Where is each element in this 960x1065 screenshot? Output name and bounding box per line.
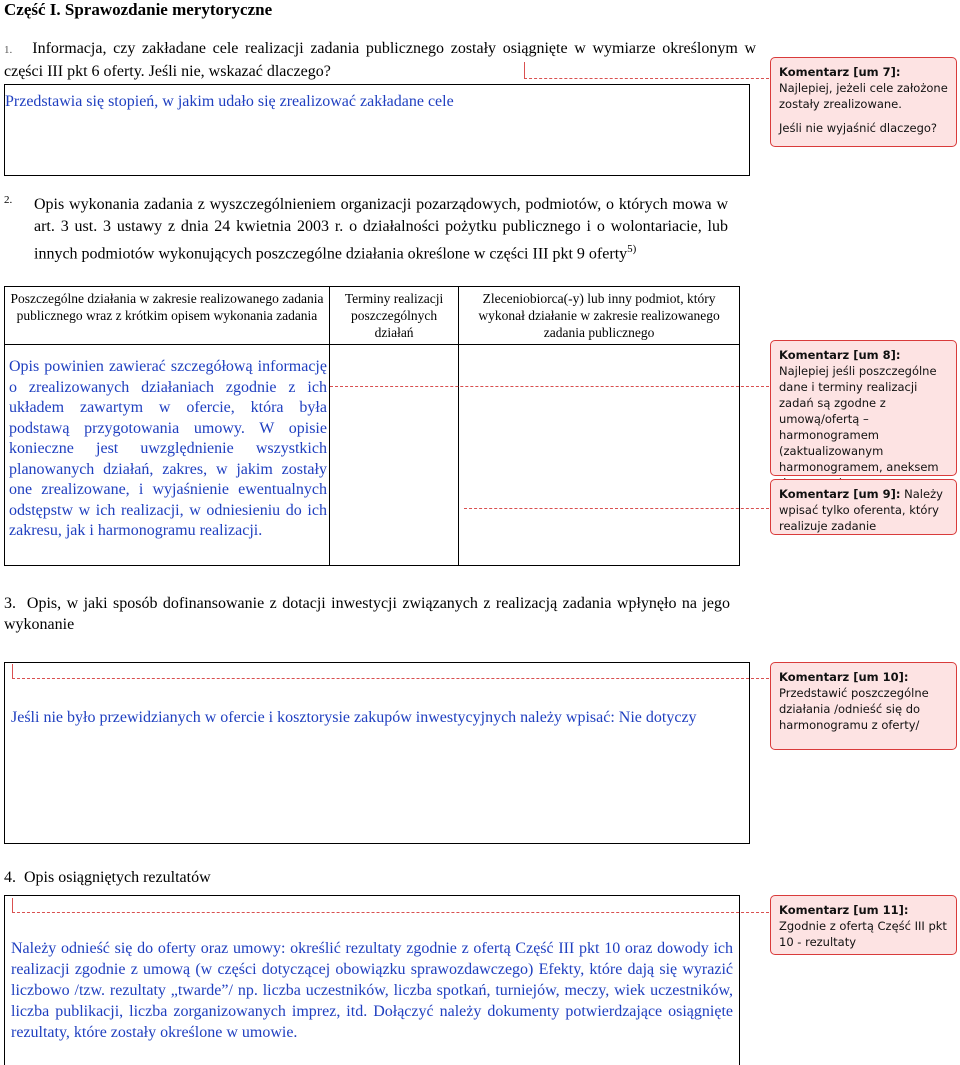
answer-box-1[interactable] — [4, 84, 750, 176]
comment-8-text: Najlepiej jeśli poszczególne dane i terminy realizacji zadań są zgodne z umową/ofertą – harmonogramem (zaktualizowanym harmonogramem, aneksem — [779, 364, 939, 474]
question-2-text: Opis wykonania zadania z wyszczególnieniem organizacji pozarządowych, podmiotów, o których mowa w art. 3 ust. 3 ustawy z dnia 24 kwietnia 2003 r. o działalności pożytku publicznego i o wolontariacie, lub innych podmiotów wykonujących poszczególne działania określone w części III pkt 9 oferty — [34, 196, 728, 263]
comment-9-text: Należy wpisać tylko oferenta, który realizuje zadanie — [779, 487, 943, 533]
comment-8-label: Komentarz [um 8]: — [779, 348, 901, 362]
answer-box-3[interactable] — [4, 662, 750, 844]
answer-4-hint: Należy odnieść się do oferty oraz umowy: określić rezultaty zgodnie z ofertą Część III pkt 10 oraz dowody ich realizacji zgodnie z umową (w części dotyczącej obowiązku sprawozdawczego) Efekty, które dają się wyrazić liczbowo /tzw. rezultaty „twarde”/ np. liczba uczestników, liczba spotkań, turniejów, meczy, wiek uczestników, liczba publikacji, liczba zorganizowanych imprez, itd. Dołączyć należy dokumenty potwierdzające osiągnięte rezultaty, które zostały określone w umowie. — [11, 940, 733, 1041]
answer-1-hint: Przedstawia się stopień, w jakim udało się zrealizować zakładane cele — [5, 93, 454, 110]
question-3-text: Opis, w jaki sposób dofinansowanie z dotacji inwestycji związanych z realizacją zadania wpłynęło na jego wykonanie — [4, 595, 730, 633]
table-row — [5, 345, 740, 566]
table-header-row — [5, 287, 740, 345]
comment-9[interactable] — [770, 479, 957, 535]
question-2 — [34, 194, 728, 265]
footnote-ref: 5) — [627, 243, 637, 255]
part-title: Część I. Sprawozdanie merytoryczne — [4, 0, 273, 19]
question-4 — [4, 867, 211, 888]
question-1-text: Informacja, czy zakładane cele realizacji zadania publicznego zostały osiągnięte w wymiarze określonym w części III pkt 6 oferty. Jeśli nie, wskazać dlaczego? — [4, 40, 756, 80]
table-header-dates: Terminy realizacji poszczególnych działań — [329, 287, 458, 345]
comment-anchor-11 — [12, 898, 13, 912]
table-cell-activities[interactable] — [5, 345, 330, 566]
question-4-text: Opis osiągniętych rezultatów — [24, 869, 211, 886]
activities-table — [4, 286, 740, 566]
comment-10-label: Komentarz [um 10]: — [779, 670, 909, 684]
table-cell-dates[interactable] — [329, 345, 458, 566]
question-2-number: 2. — [4, 194, 13, 206]
comment-leader-8 — [330, 386, 769, 387]
comment-leader-11 — [12, 912, 769, 913]
comment-11[interactable] — [770, 895, 957, 955]
answer-box-4[interactable] — [4, 895, 740, 1065]
question-1 — [4, 38, 756, 82]
comment-10-text: Przedstawić poszczególne działania /odnieść się do harmonogramu z oferty/ — [779, 686, 929, 732]
comment-11-text: Zgodnie z ofertą Część III pkt 10 - rezultaty — [779, 919, 947, 949]
question-1-number: 1. — [4, 44, 13, 56]
comment-7[interactable] — [770, 57, 957, 147]
comment-11-label: Komentarz [um 11]: — [779, 903, 909, 917]
comment-8[interactable] — [770, 340, 957, 476]
comment-anchor-10 — [12, 664, 13, 678]
comment-10[interactable] — [770, 662, 957, 750]
comment-7-extra: Jeśli nie wyjaśnić dlaczego? — [779, 121, 938, 135]
question-3-number: 3. — [4, 595, 16, 612]
table-cell-executor[interactable] — [459, 345, 740, 566]
comment-anchor-7 — [524, 62, 525, 78]
comment-7-label: Komentarz [um 7]: — [779, 65, 901, 79]
comment-leader-9 — [464, 508, 769, 509]
question-3 — [4, 593, 730, 635]
comment-7-text: Najlepiej, jeżeli cele założone zostały zrealizowane. — [779, 81, 948, 111]
table-header-activities: Poszczególne działania w zakresie realizowanego zadania publicznego wraz z krótkim opisem wykonania zadania — [5, 287, 330, 345]
comment-9-label: Komentarz [um 9]: — [779, 487, 901, 501]
table-header-executor: Zleceniobiorca(-y) lub inny podmiot, który wykonał działanie w zakresie realizowanego zadania publicznego — [459, 287, 740, 345]
activities-hint: Opis powinien zawierać szczegółową informację o zrealizowanych działaniach zgodnie z ich układem zawartym w ofercie, która była podstawą przygotowania umowy. W opisie konieczne jest uwzględnienie wszystkich planowanych działań, zakres, w jakim zostały one zrealizowane, i wyjaśnienie ewentualnych odstępstw w ich realizacji, w odniesieniu do ich zakresu, jak i harmonogramu realizacji. — [9, 358, 327, 539]
answer-3-hint: Jeśli nie było przewidzianych w ofercie i kosztorysie zakupów inwestycyjnych należy wpisać: Nie dotyczy — [11, 709, 697, 726]
question-4-number: 4. — [4, 869, 16, 886]
comment-leader-10 — [12, 678, 769, 679]
comment-leader-7 — [524, 78, 769, 79]
